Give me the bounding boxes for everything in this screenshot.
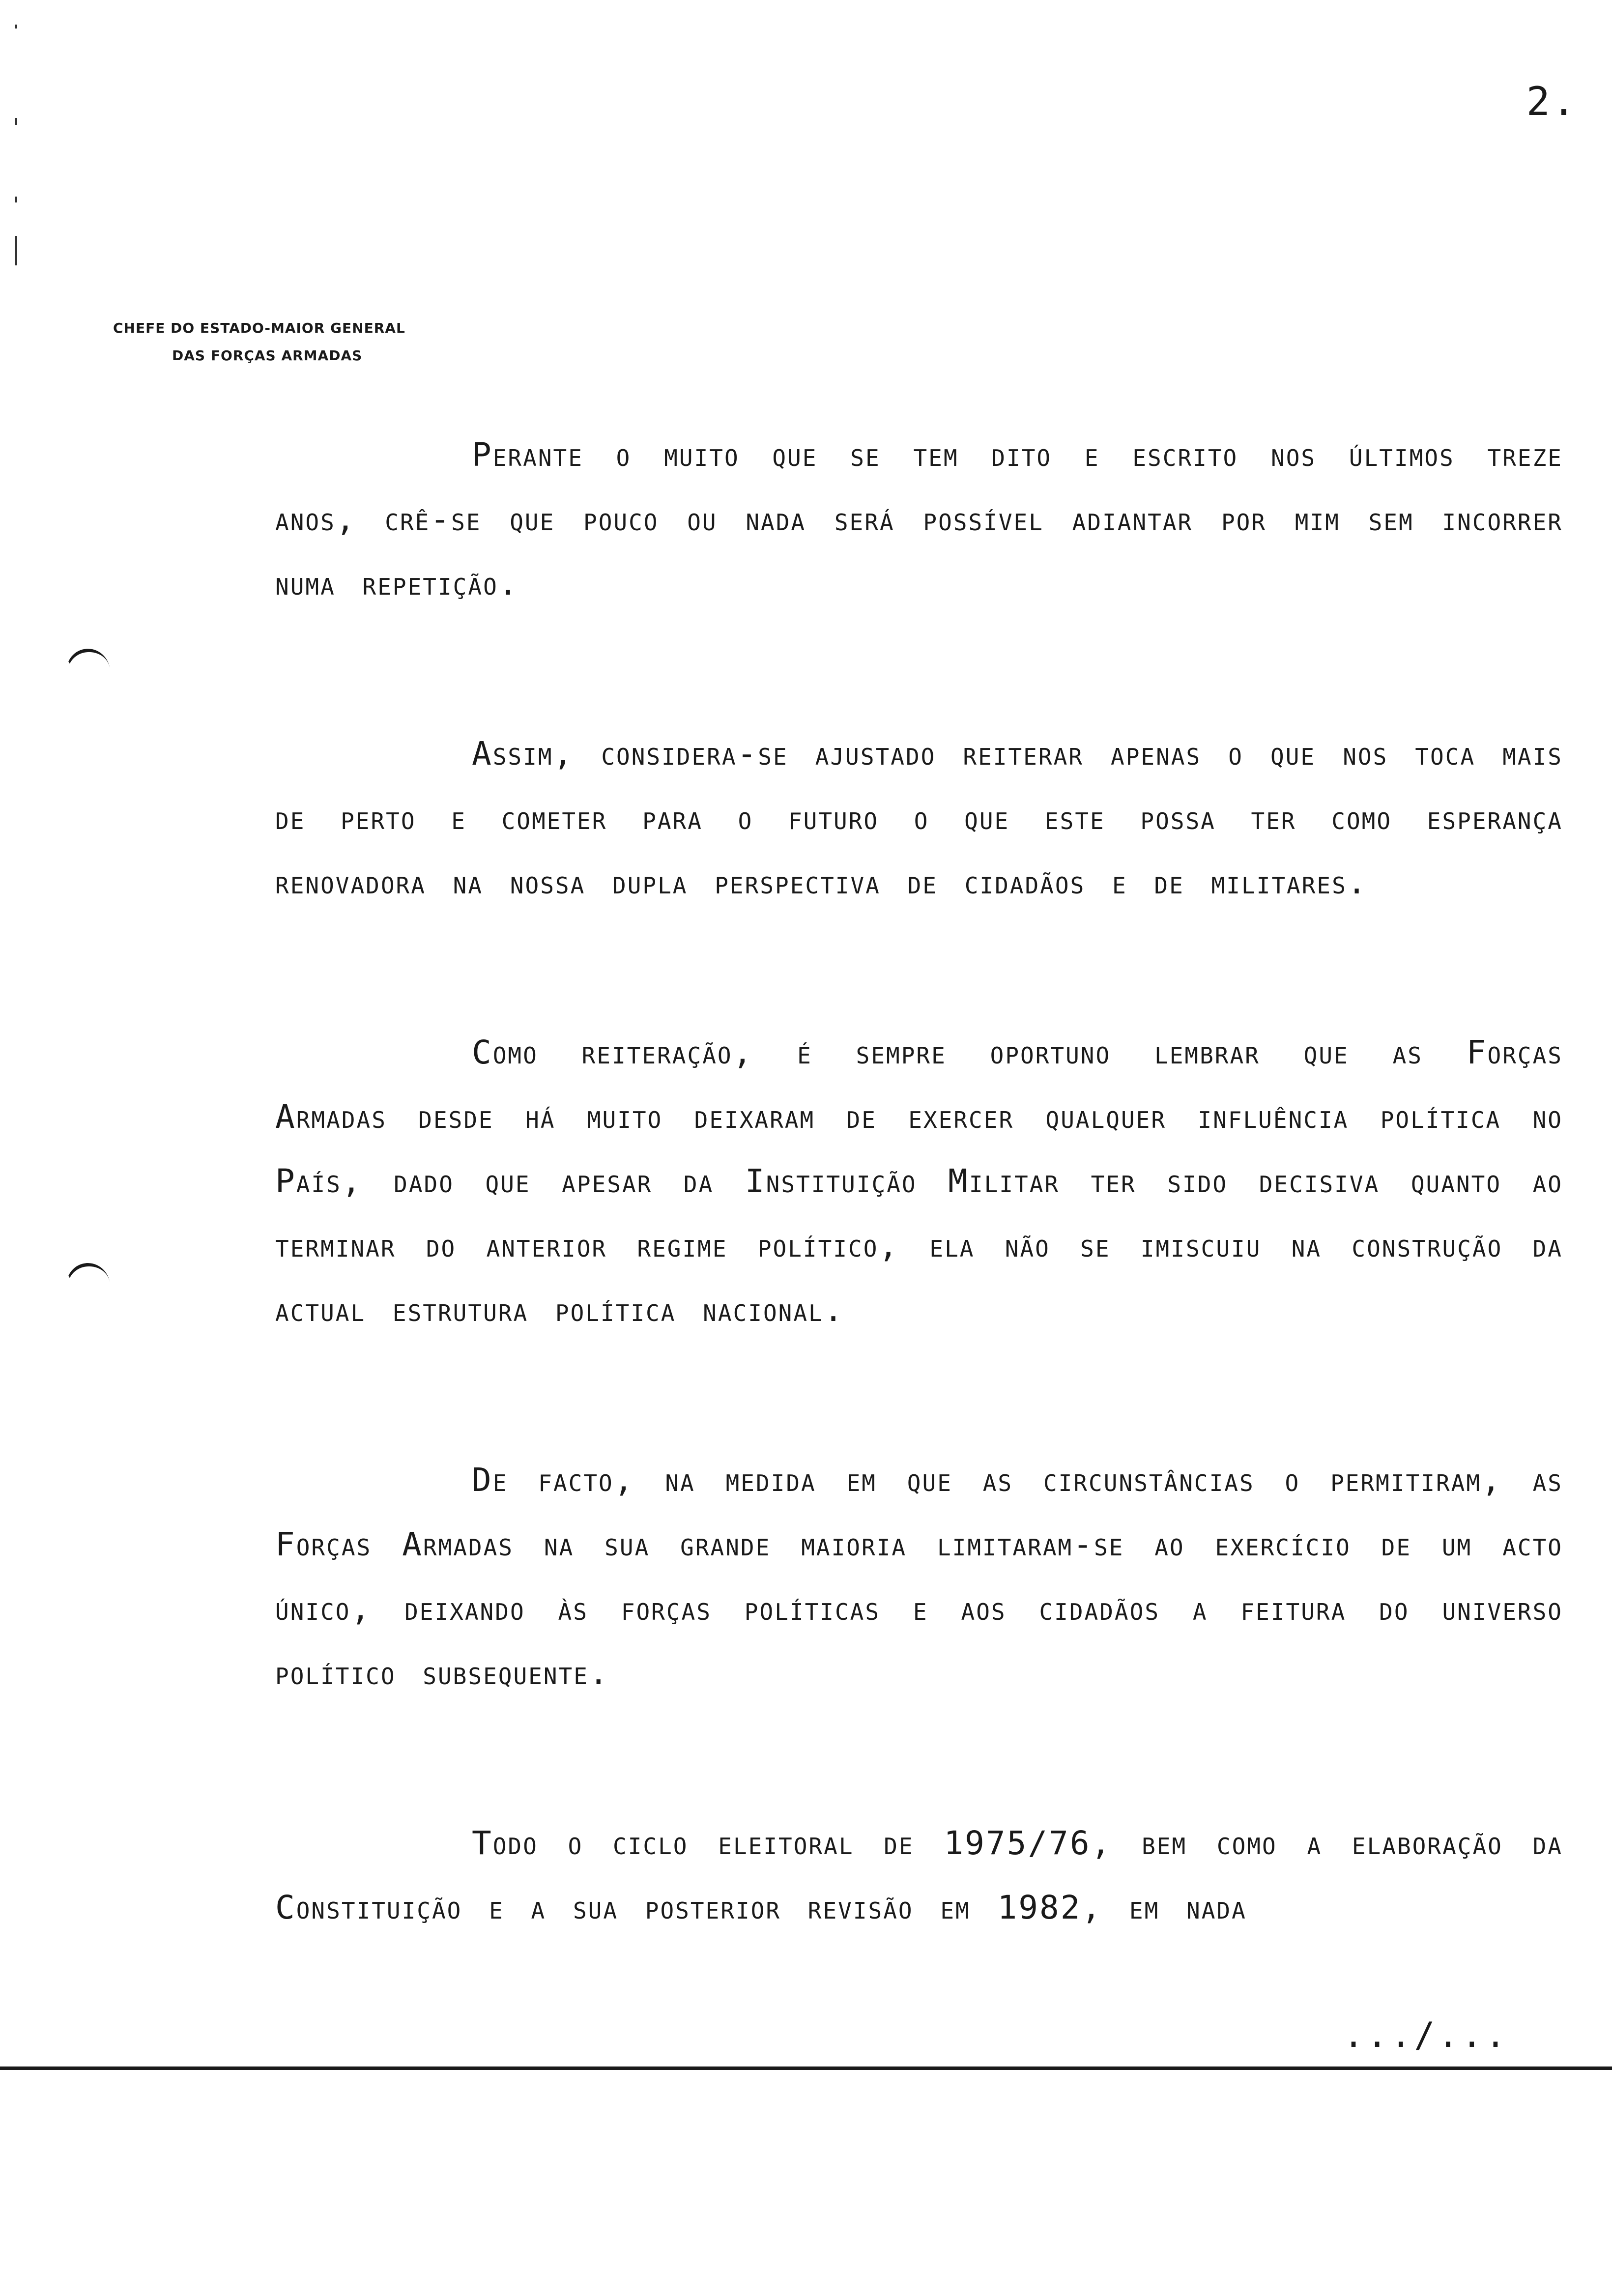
paragraph: Perante o muito que se tem dito e escrito nos últimos treze anos, crê-se que pouco ou nada será possível adiantar por mim sem incorrer numa repetição.	[275, 436, 1563, 603]
letterhead-line-1: CHEFE DO ESTADO-MAIOR GENERAL	[113, 320, 405, 336]
footer-rule	[0, 2066, 1612, 2070]
hole-punch-mark	[63, 1260, 114, 1312]
hole-punch-mark	[63, 645, 114, 698]
paragraph: Assim, considera-se ajustado reiterar apenas o que nos toca mais de perto e cometer para o futuro o que este possa ter como esperança renovadora na nossa dupla perspectiva de cidadãos e de militares.	[275, 735, 1563, 901]
letterhead-line-2: DAS FORÇAS ARMADAS	[172, 347, 363, 364]
scan-speck	[15, 197, 17, 202]
page-number: 2.	[1526, 79, 1578, 124]
paragraph: Como reiteração, é sempre oportuno lembrar que as Forças Armadas desde há muito deixaram de exercer qualquer influência política no País, dado que apesar da Instituição Militar ter sido decisiva quanto ao terminar do anterior regime político, ela não se imiscuiu na construção da actual estrutura política nacional.	[275, 1033, 1563, 1329]
scan-speck	[15, 25, 17, 29]
scan-speck	[15, 236, 17, 265]
continuation-marker: .../...	[1343, 2015, 1509, 2055]
paragraph: De facto, na medida em que as circunstâncias o permitiram, as Forças Armadas na sua grande maioria limitaram-se ao exercício de um acto único, deixando às forças políticas e aos cidadãos a feitura do universo político subsequente.	[275, 1461, 1563, 1692]
margin-scan-marks	[15, 20, 29, 275]
scan-speck	[15, 118, 17, 125]
paragraph: Todo o ciclo eleitoral de 1975/76, bem como a elaboração da Constituição e a sua posterior revisão em 1982, em nada	[275, 1824, 1563, 1926]
letterhead	[113, 315, 405, 370]
body-text	[275, 423, 1563, 1940]
